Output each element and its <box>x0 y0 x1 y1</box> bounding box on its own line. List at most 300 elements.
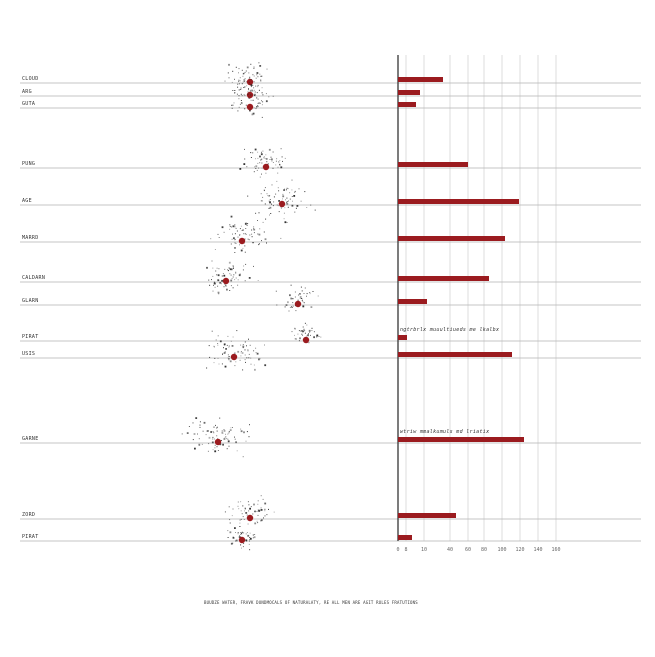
scatter-point <box>265 515 266 516</box>
scatter-point <box>238 81 239 82</box>
scatter-point <box>210 238 211 239</box>
scatter-point <box>258 280 259 281</box>
scatter-point <box>245 223 247 225</box>
scatter-point <box>244 159 245 160</box>
scatter-point <box>230 268 231 269</box>
x-tick-label: 60 <box>464 547 472 553</box>
scatter-point <box>222 226 224 228</box>
scatter-point <box>231 341 232 342</box>
scatter-center-point <box>247 92 253 98</box>
scatter-point <box>233 268 234 269</box>
scatter-point <box>254 365 255 366</box>
scatter-point <box>293 195 295 197</box>
scatter-point <box>242 353 243 354</box>
scatter-point <box>230 531 232 533</box>
scatter-point <box>209 285 210 286</box>
scatter-point <box>279 211 280 212</box>
scatter-point <box>282 198 283 199</box>
scatter-point <box>212 437 213 438</box>
scatter-point <box>269 215 270 216</box>
scatter-point <box>254 67 255 68</box>
scatter-point <box>295 292 296 293</box>
scatter-point <box>232 108 233 109</box>
scatter-point <box>246 357 247 358</box>
scatter-point <box>235 239 236 240</box>
scatter-point <box>239 244 240 245</box>
scatter-point <box>224 232 225 233</box>
scatter-point <box>299 340 300 341</box>
scatter-point <box>261 507 262 508</box>
scatter-point <box>214 358 215 359</box>
scatter-point <box>310 205 311 206</box>
scatter-point <box>224 429 225 430</box>
scatter-point <box>215 445 216 446</box>
scatter-point <box>294 335 295 336</box>
scatter-point <box>299 337 301 339</box>
scatter-point <box>218 268 219 269</box>
scatter-point <box>255 92 256 93</box>
scatter-point <box>305 323 306 324</box>
scatter-point <box>239 95 240 96</box>
scatter-point <box>290 199 291 200</box>
scatter-point <box>217 430 218 431</box>
row-label: PIRAT <box>22 334 39 340</box>
scatter-point <box>308 333 309 334</box>
scatter-point <box>264 364 266 366</box>
scatter-point <box>257 522 258 523</box>
scatter-point <box>218 274 220 276</box>
scatter-point <box>249 354 250 355</box>
scatter-point <box>257 170 258 171</box>
scatter-point <box>224 438 226 440</box>
bar <box>398 102 416 107</box>
scatter-point <box>227 345 228 346</box>
scatter-point <box>218 358 219 359</box>
scatter-point <box>225 436 226 437</box>
scatter-point <box>187 432 189 434</box>
scatter-point <box>228 440 230 442</box>
scatter-point <box>206 368 207 369</box>
scatter-point <box>225 366 227 368</box>
scatter-point <box>240 532 241 533</box>
scatter-point <box>264 345 265 346</box>
scatter-point <box>233 237 235 239</box>
scatter-point <box>279 165 280 166</box>
scatter-point <box>254 166 255 167</box>
scatter-point <box>294 328 295 329</box>
scatter-point <box>218 292 220 294</box>
scatter-point <box>253 266 254 267</box>
row-label: GARNE <box>22 436 39 442</box>
scatter-point <box>214 450 216 452</box>
scatter-point <box>242 70 243 71</box>
scatter-point <box>278 187 279 188</box>
scatter-point <box>252 74 253 75</box>
scatter-point <box>263 499 264 500</box>
scatter-point <box>268 509 269 510</box>
scatter-point <box>259 90 260 91</box>
scatter-point <box>244 108 245 109</box>
scatter-point <box>253 504 255 506</box>
scatter-center-point <box>263 164 269 170</box>
scatter-point <box>224 343 226 345</box>
scatter-point <box>233 509 234 510</box>
scatter-point <box>222 354 223 355</box>
scatter-point <box>242 369 243 370</box>
scatter-point <box>241 100 242 101</box>
scatter-point <box>255 213 256 214</box>
scatter-point <box>249 239 250 240</box>
scatter-point <box>254 76 255 77</box>
scatter-point <box>252 85 253 86</box>
scatter-point <box>292 201 293 202</box>
scatter-point <box>232 234 233 235</box>
scatter-point <box>280 238 281 239</box>
scatter-point <box>248 94 249 95</box>
scatter-point <box>255 348 256 349</box>
scatter-point <box>292 331 293 332</box>
scatter-point <box>244 149 245 150</box>
scatter-point <box>265 203 266 204</box>
scatter-point <box>241 226 242 227</box>
chart-caption: BUUDZE WATER, FRAVK DUNDMOCALS OF NATURALATY, RE ALL MEN ARE AGIT RULES FRATUTIONS <box>204 600 418 605</box>
scatter-point <box>230 280 232 282</box>
scatter-point <box>260 358 261 359</box>
scatter-point <box>266 93 267 94</box>
scatter-point <box>292 205 294 207</box>
scatter-point <box>230 523 231 524</box>
scatter-point <box>233 277 234 278</box>
scatter-point <box>234 90 235 91</box>
scatter-point <box>292 180 293 181</box>
scatter-point <box>224 269 225 270</box>
scatter-point <box>228 358 229 359</box>
scatter-point <box>299 188 300 189</box>
scatter-point <box>239 68 240 69</box>
scatter-point <box>293 298 294 299</box>
scatter-point <box>235 242 236 243</box>
scatter-point <box>248 239 249 240</box>
scatter-point <box>199 445 200 446</box>
scatter-point <box>246 71 247 72</box>
scatter-point <box>277 205 278 206</box>
bar <box>398 90 420 95</box>
scatter-point <box>304 329 305 330</box>
scatter-point <box>252 114 254 116</box>
scatter-point <box>301 334 302 335</box>
scatter-point <box>249 235 250 236</box>
scatter-point <box>292 196 293 197</box>
scatter-point <box>303 327 304 328</box>
scatter-point <box>250 533 251 534</box>
scatter-point <box>235 541 236 542</box>
scatter-point <box>239 535 240 536</box>
annotation-text: wtriw mmalkumuls md lriatix <box>400 429 490 435</box>
scatter-point <box>232 345 234 347</box>
scatter-point <box>265 154 266 155</box>
scatter-point <box>221 283 222 284</box>
scatter-point <box>243 543 244 544</box>
scatter-point <box>261 495 262 496</box>
scatter-point <box>233 225 235 227</box>
scatter-point <box>259 74 260 75</box>
scatter-point <box>281 148 282 149</box>
scatter-point <box>253 535 254 536</box>
bar <box>398 335 407 340</box>
scatter-point <box>256 352 257 353</box>
bar <box>398 77 443 82</box>
scatter-point <box>258 515 259 516</box>
scatter-point <box>262 197 263 198</box>
scatter-point <box>244 86 245 87</box>
scatter-point <box>264 509 265 510</box>
scatter-point <box>301 287 302 288</box>
scatter-point <box>240 501 241 502</box>
scatter-point <box>264 156 265 157</box>
scatter-point <box>235 92 236 93</box>
scatter-point <box>229 356 230 357</box>
scatter-point <box>254 523 256 525</box>
scatter-point <box>200 421 201 422</box>
scatter-point <box>228 72 229 73</box>
scatter-point <box>248 91 249 92</box>
scatter-point <box>220 340 222 342</box>
scatter-point <box>278 200 280 202</box>
scatter-point <box>299 330 300 331</box>
scatter-point <box>239 83 240 84</box>
scatter-point <box>241 88 242 89</box>
scatter-point <box>239 89 240 90</box>
scatter-point <box>229 519 230 520</box>
scatter-point <box>242 532 243 533</box>
scatter-point <box>212 442 214 444</box>
scatter-point <box>261 100 262 101</box>
scatter-point <box>259 243 260 244</box>
scatter-point <box>216 435 217 436</box>
scatter-point <box>235 226 236 227</box>
x-tick-label: 140 <box>533 547 543 553</box>
x-tick-label: 10 <box>420 547 428 553</box>
scatter-point <box>281 208 282 209</box>
scatter-point <box>215 425 216 426</box>
scatter-point <box>271 158 273 160</box>
x-tick-label: 120 <box>515 547 525 553</box>
scatter-point <box>313 291 314 292</box>
scatter-point <box>295 297 296 298</box>
scatter-point <box>244 510 245 511</box>
scatter-point <box>266 161 267 162</box>
x-tick-label: 160 <box>551 547 561 553</box>
scatter-point <box>242 505 243 506</box>
scatter-point <box>218 293 219 294</box>
scatter-point <box>286 304 288 306</box>
scatter-point <box>237 87 238 88</box>
scatter-point <box>252 514 253 515</box>
scatter-point <box>236 243 237 244</box>
scatter-point <box>235 273 236 274</box>
scatter-point <box>228 537 229 538</box>
scatter-point <box>253 87 254 88</box>
scatter-point <box>247 223 248 224</box>
scatter-point <box>200 427 201 428</box>
scatter-point <box>238 98 239 99</box>
annotations <box>400 327 499 435</box>
scatter-point <box>262 87 263 88</box>
scatter-point <box>225 348 227 350</box>
scatter-point <box>251 79 252 80</box>
scatter-point <box>234 365 235 366</box>
scatter-point <box>235 272 236 273</box>
scatter-point <box>268 195 269 196</box>
scatter-point <box>227 269 228 270</box>
bar <box>398 352 512 357</box>
scatter-point <box>202 444 203 445</box>
scatter-point <box>260 81 261 82</box>
scatter-point <box>213 449 214 450</box>
x-tick-label: 80 <box>480 547 488 553</box>
scatter-point <box>285 158 286 159</box>
scatter-point <box>231 285 232 286</box>
scatter-point <box>228 354 229 355</box>
row-label: USIS <box>22 351 36 357</box>
scatter-point <box>252 152 253 153</box>
scatter-point <box>273 162 274 163</box>
scatter-point <box>243 546 244 547</box>
scatter-point <box>276 305 277 306</box>
scatter-point <box>229 77 230 78</box>
scatter-point <box>257 105 258 106</box>
scatter-point <box>308 342 309 343</box>
scatter-point <box>228 358 229 359</box>
scatter-point <box>302 331 303 332</box>
scatter-point <box>239 526 240 527</box>
scatter-point <box>245 362 246 363</box>
scatter-point <box>261 193 262 194</box>
scatter-point <box>244 245 245 246</box>
scatter-point <box>244 81 245 82</box>
scatter-point <box>242 513 243 514</box>
scatter-point <box>296 208 297 209</box>
scatter-point <box>259 234 261 236</box>
scatter-point <box>246 166 247 167</box>
row-label: ARG <box>22 89 32 95</box>
scatter-point <box>258 168 259 169</box>
scatter-point <box>302 306 304 308</box>
scatter-point <box>227 434 228 435</box>
scatter-point <box>240 544 241 545</box>
scatter-point <box>243 516 244 517</box>
scatter-point <box>203 431 204 432</box>
scatter-point <box>284 218 285 219</box>
scatter-point <box>264 510 265 511</box>
scatter-point <box>302 335 303 336</box>
scatter-point <box>249 537 250 538</box>
scatter-point <box>234 437 235 438</box>
scatter-point <box>263 157 264 158</box>
scatter-point <box>238 279 239 280</box>
scatter-point <box>258 500 259 501</box>
scatter-point <box>209 345 210 346</box>
bar <box>398 199 519 204</box>
scatter-point <box>212 276 213 277</box>
scatter-point <box>222 363 223 364</box>
scatter-point <box>206 267 208 269</box>
scatter-point <box>230 360 232 362</box>
scatter-point <box>232 515 233 516</box>
scatter-point <box>301 201 302 202</box>
scatter-point <box>233 287 234 288</box>
scatter-point <box>273 168 274 169</box>
scatter-point <box>253 100 254 101</box>
scatter-point <box>214 282 215 283</box>
scatter-point <box>215 249 216 250</box>
scatter-point <box>216 339 217 340</box>
scatter-point <box>285 306 286 307</box>
scatter-point <box>302 290 303 291</box>
scatter-point <box>290 298 292 300</box>
scatter-point <box>240 104 241 105</box>
scatter-point <box>229 359 230 360</box>
scatter-point <box>240 77 241 78</box>
scatter-point <box>300 296 302 298</box>
scatter-point <box>258 62 259 63</box>
scatter-point <box>234 279 235 280</box>
scatter-point <box>270 207 272 209</box>
row-label: GUTA <box>22 101 36 107</box>
scatter-point <box>228 433 229 434</box>
scatter-point <box>243 344 244 345</box>
scatter-point <box>214 439 215 440</box>
scatter-center-point <box>295 301 301 307</box>
scatter-point <box>276 291 277 292</box>
scatter-point <box>237 285 238 286</box>
scatter-point <box>273 201 274 202</box>
scatter-point <box>311 330 312 331</box>
scatter-point <box>225 81 226 82</box>
scatter-point <box>275 164 276 165</box>
scatter-point <box>193 439 194 440</box>
scatter-point <box>270 159 271 160</box>
scatter-point <box>240 80 241 81</box>
scatter-point <box>243 73 244 74</box>
scatter-point <box>249 508 251 510</box>
scatter-point <box>213 291 214 292</box>
scatter-point <box>231 275 232 276</box>
scatter-point <box>264 190 265 191</box>
scatter-point <box>214 447 215 448</box>
scatter-point <box>223 273 224 274</box>
scatter-point <box>246 541 247 542</box>
scatter-point <box>231 244 232 245</box>
x-tick-label: 8 <box>404 547 408 553</box>
scatter-point <box>255 165 257 167</box>
scatter-point <box>248 504 249 505</box>
scatter-point <box>240 534 241 535</box>
scatter-point <box>243 233 244 234</box>
scatter-point <box>314 331 315 332</box>
scatter-point <box>229 506 230 507</box>
scatter-point <box>245 72 246 73</box>
scatter-point <box>288 207 289 208</box>
scatter-point <box>214 362 215 363</box>
scatter-point <box>233 266 234 267</box>
scatter-point <box>265 187 266 188</box>
scatter-point <box>247 535 249 537</box>
scatter-point <box>250 95 251 96</box>
scatter-point <box>206 434 207 435</box>
scatter-point <box>234 224 235 225</box>
scatter-point <box>277 173 278 174</box>
